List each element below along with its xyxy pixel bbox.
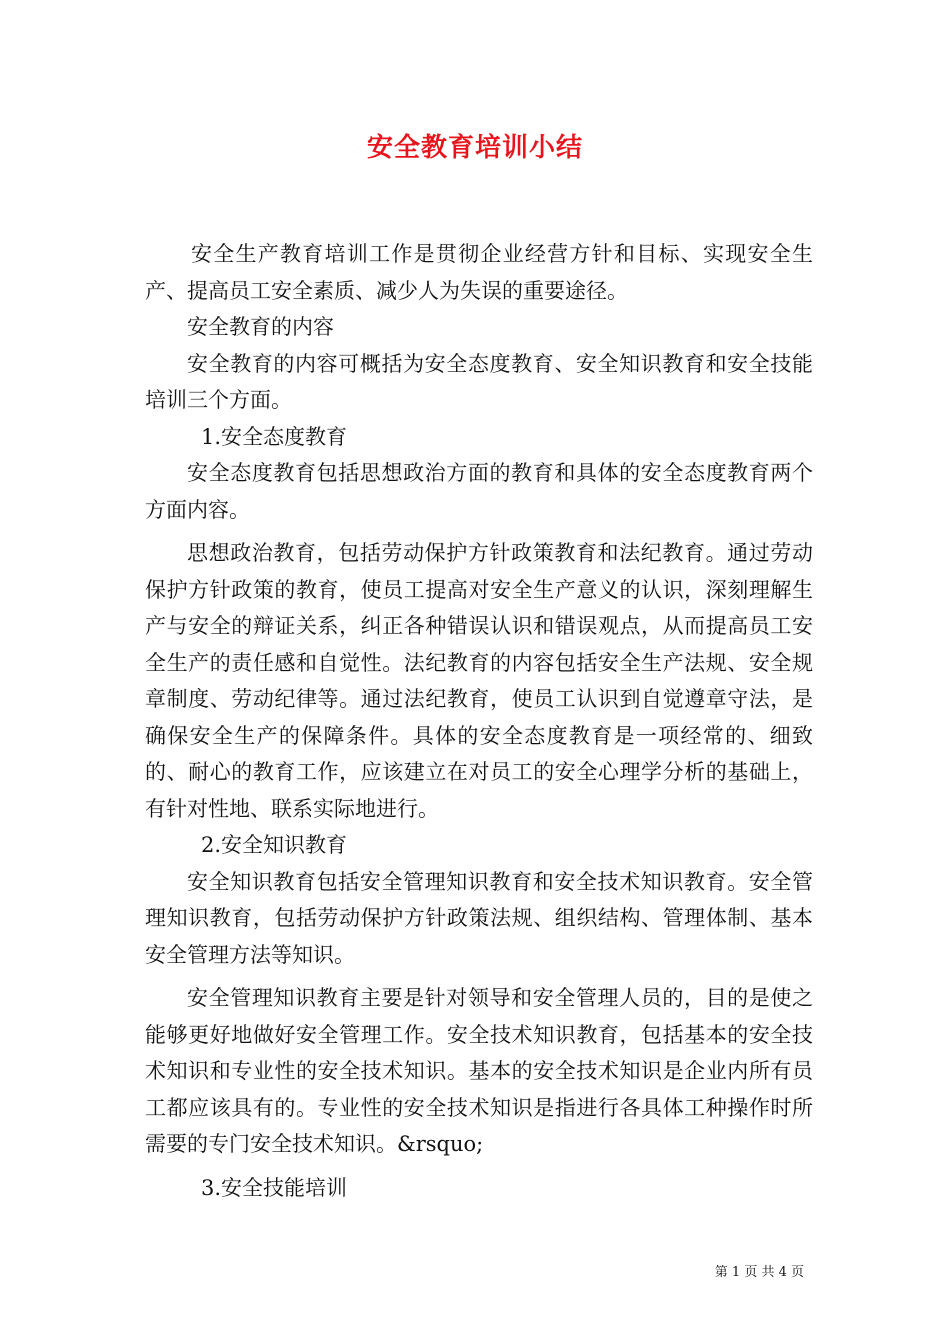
paragraph-knowledge: 安全知识教育包括安全管理知识教育和安全技术知识教育。安全管理知识教育，包括劳动保护方针政策法规、组织结构、管理体制、基本安全管理方法等知识。 [145, 869, 813, 967]
section-heading-attitude: 1.安全态度教育 [201, 424, 348, 449]
section-heading-knowledge: 2.安全知识教育 [201, 833, 348, 857]
paragraph-content-summary: 安全教育的内容可概括为安全态度教育、安全知识教育和安全技能培训三个方面。 [145, 351, 813, 412]
document-title: 安全教育培训小结 [366, 133, 583, 163]
page-number: 第 1 页 共 4 页 [714, 1265, 804, 1280]
section-heading-skills: 3.安全技能培训 [201, 1175, 348, 1200]
document-body [145, 236, 813, 1206]
paragraph-attitude: 安全态度教育包括思想政治方面的教育和具体的安全态度教育两个方面内容。 [145, 461, 813, 522]
paragraph-management: 安全管理知识教育主要是针对领导和安全管理人员的，目的是使之能够更好地做好安全管理工作。安全技术知识教育，包括基本的安全技术知识和专业性的安全技术知识。基本的安全技术知识是企业内所有员工都应该具有的。专业性的安全技术知识是指进行各具体工种操作时所需要的专门安全技术知识。&rsquo; [145, 986, 813, 1156]
paragraph-intro: 安全生产教育培训工作是贯彻企业经营方针和目标、实现安全生产、提高员工安全素质、减少人为失误的重要途径。 [145, 242, 813, 303]
section-heading-content: 安全教育的内容 [187, 315, 334, 339]
paragraph-political: 思想政治教育，包括劳动保护方针政策教育和法纪教育。通过劳动保护方针政策的教育，使员工提高对安全生产意义的认识，深刻理解生产与安全的辩证关系，纠正各种错误认识和错误观点，从而提高员工安全生产的责任感和自觉性。法纪教育的内容包括安全生产法规、安全规章制度、劳动纪律等。通过法纪教育，使员工认识到自觉遵章守法，是确保安全生产的保障条件。具体的安全态度教育是一项经常的、细致的、耐心的教育工作，应该建立在对员工的安全心理学分析的基础上，有针对性地、联系实际地进行。 [145, 541, 813, 821]
